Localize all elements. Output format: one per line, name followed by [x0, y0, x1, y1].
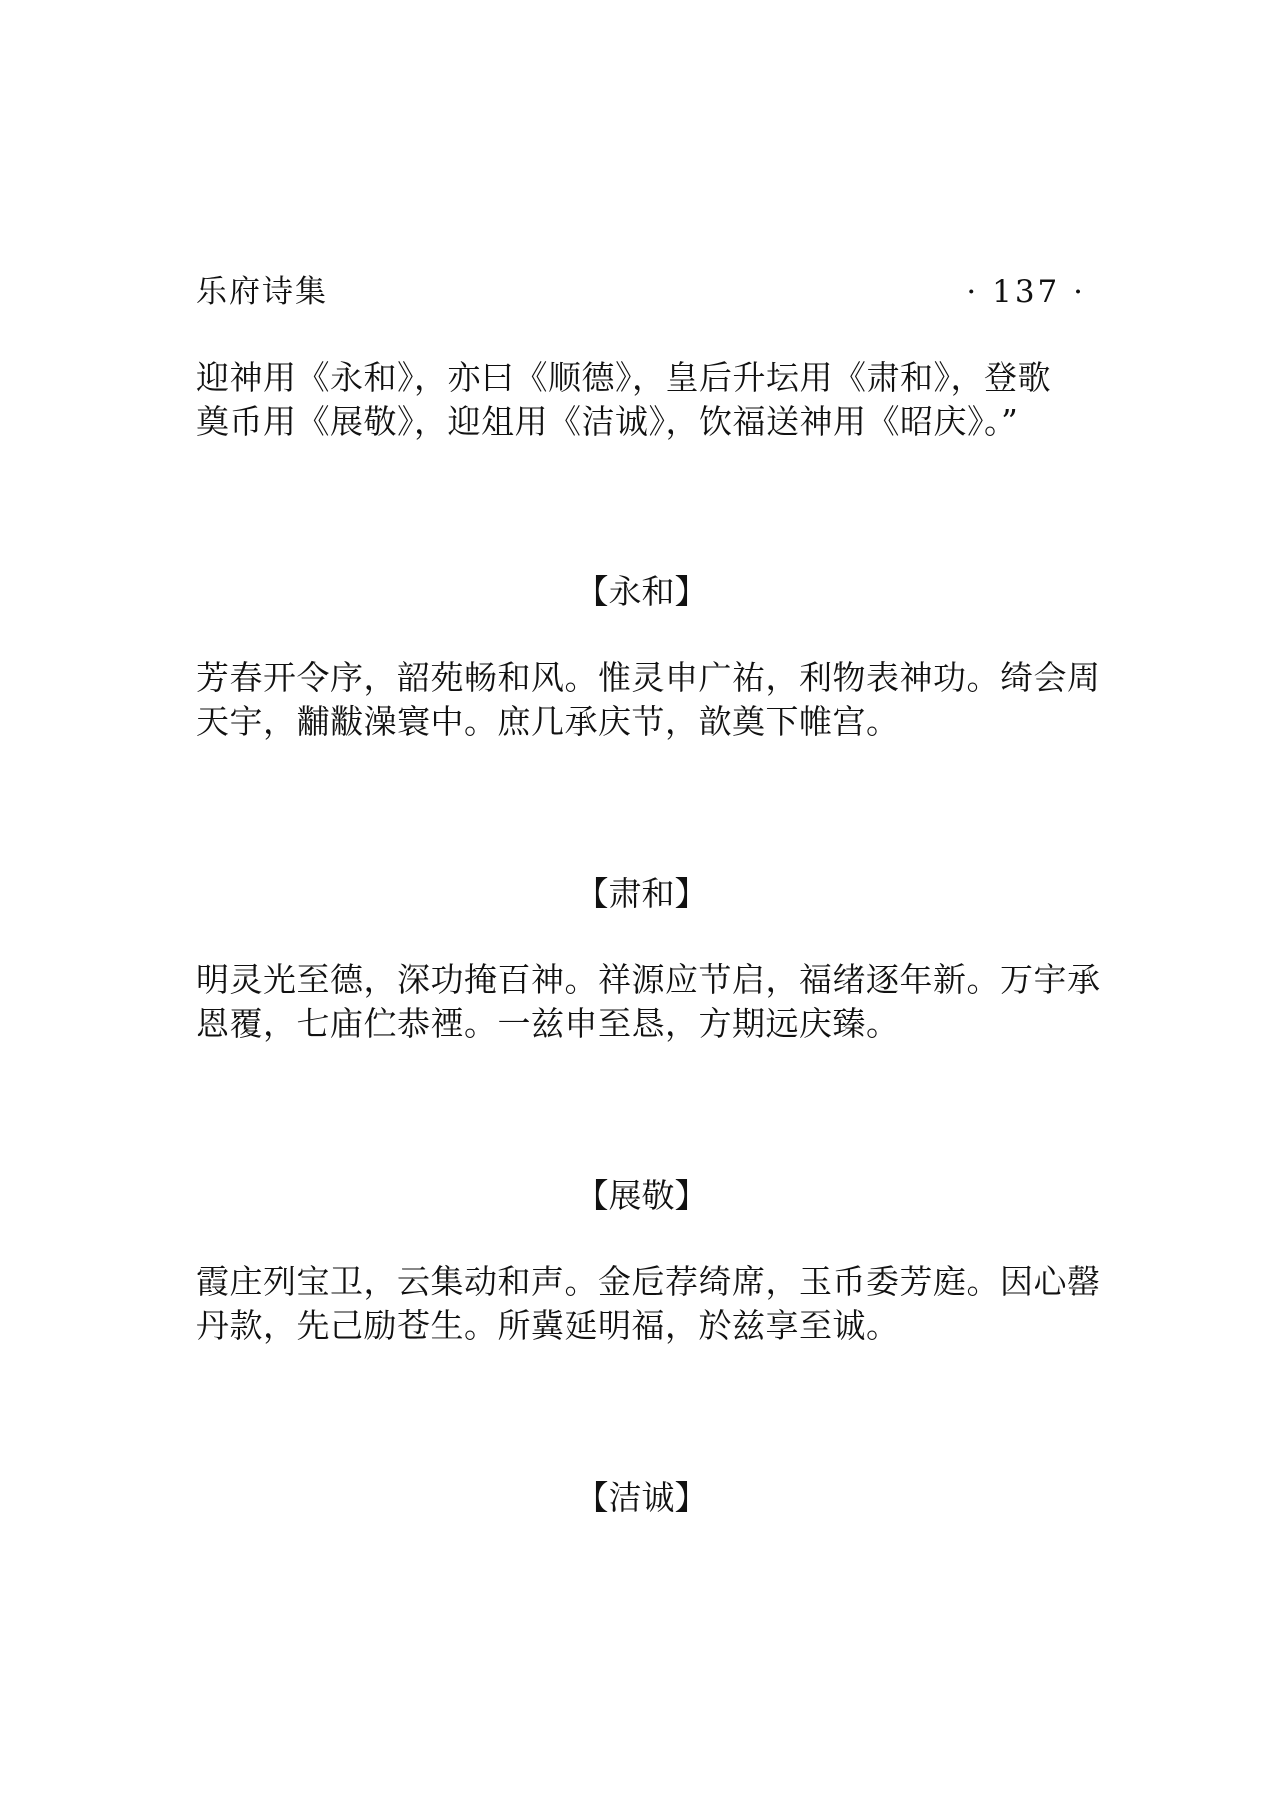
intro-paragraph — [196, 356, 1076, 444]
poem-line: 天宇，黼黻澡寰中。庶几承庆节，歆奠下帷宫。 — [196, 702, 900, 741]
poem-yonghe — [196, 656, 1101, 744]
section-heading-yonghe: 【永和】 — [575, 572, 708, 611]
page-number: · 137 · — [966, 274, 1086, 310]
poem-line: 霞庄列宝卫，云集动和声。金卮荐绮席，玉币委芳庭。因心罄 — [196, 1262, 1101, 1301]
poem-zhanjing — [196, 1260, 1101, 1348]
book-title: 乐府诗集 — [196, 274, 328, 310]
intro-line: 迎神用《永和》，亦曰《顺德》，皇后升坛用《肃和》，登歌 — [196, 358, 1051, 397]
poem-line: 丹款，先己励苍生。所冀延明福，於兹享至诚。 — [196, 1306, 900, 1345]
section-heading-jiecheng: 【洁诚】 — [575, 1478, 708, 1517]
poem-line: 恩覆，七庙伫恭禋。一兹申至恳，方期远庆臻。 — [196, 1004, 900, 1043]
section-heading-suhe: 【肃和】 — [575, 874, 708, 913]
intro-line: 奠币用《展敬》，迎俎用《洁诚》，饮福送神用《昭庆》。” — [196, 402, 1019, 441]
poem-line: 明灵光至德，深功掩百神。祥源应节启，福绪逐年新。万宇承 — [196, 960, 1101, 999]
poem-suhe — [196, 958, 1101, 1046]
poem-line: 芳春开令序，韶苑畅和风。惟灵申广祐，利物表神功。绮会周 — [196, 658, 1101, 697]
section-heading-zhanjing: 【展敬】 — [575, 1176, 708, 1215]
running-header — [196, 270, 1086, 314]
